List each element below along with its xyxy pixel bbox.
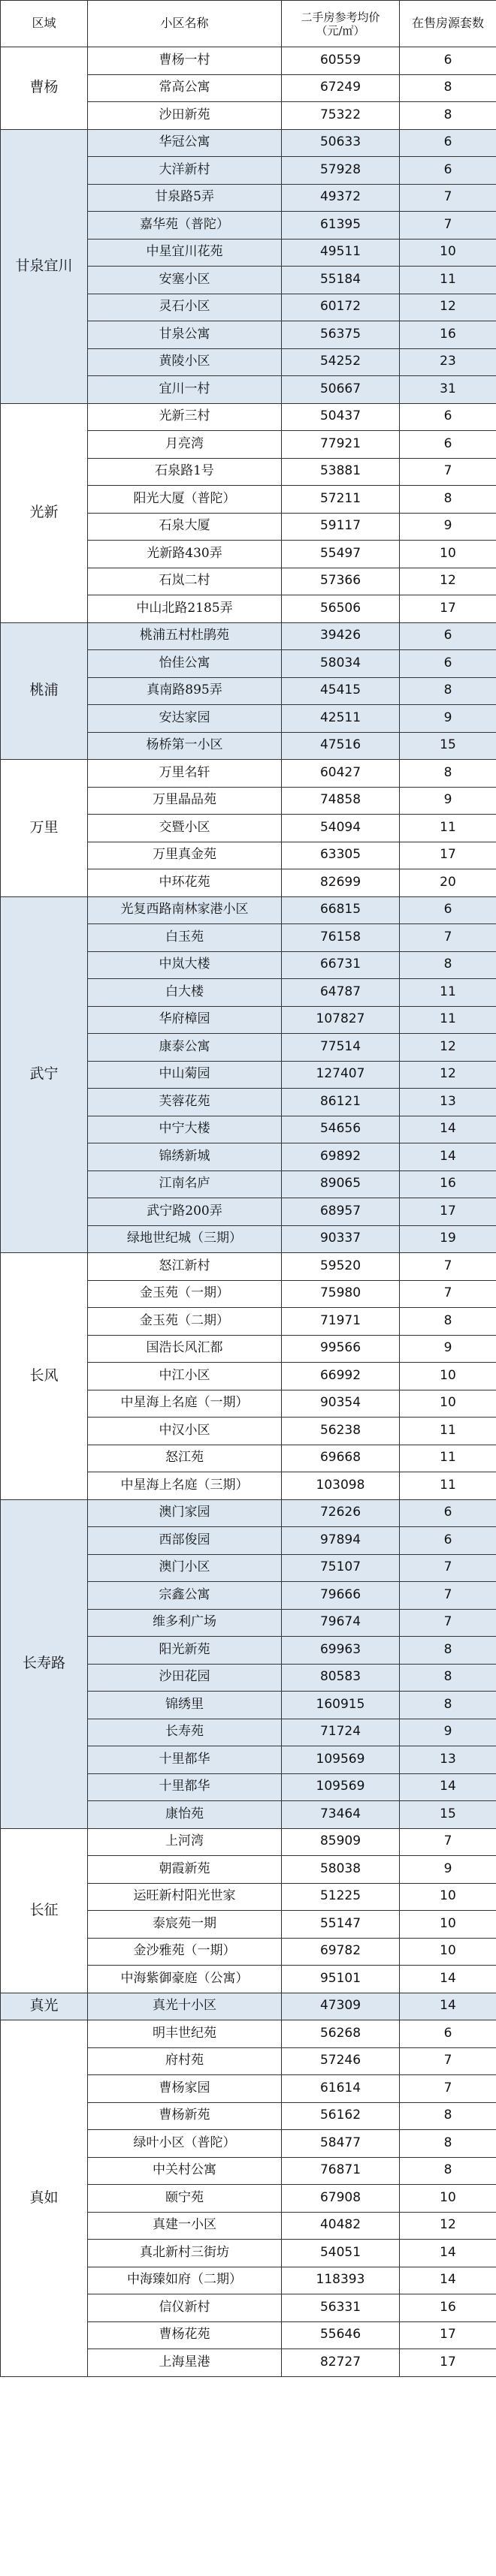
count-cell: 7 <box>400 212 496 240</box>
community-cell: 甘泉公寓 <box>88 321 282 349</box>
count-cell: 7 <box>400 1582 496 1610</box>
community-cell: 华冠公寓 <box>88 129 282 157</box>
count-cell: 6 <box>400 431 496 459</box>
count-cell: 7 <box>400 2047 496 2075</box>
count-cell: 6 <box>400 47 496 75</box>
price-cell: 57366 <box>282 568 400 595</box>
community-cell: 康怡苑 <box>88 1801 282 1829</box>
community-cell: 石岚二村 <box>88 568 282 595</box>
count-cell: 8 <box>400 1637 496 1665</box>
community-cell: 光复西路南林家港小区 <box>88 896 282 924</box>
header-row <box>1 1 496 47</box>
table-row <box>1 1499 496 1527</box>
community-cell: 怡佳公寓 <box>88 650 282 678</box>
community-cell: 中星海上名庭（一期） <box>88 1390 282 1418</box>
price-cell: 69892 <box>282 1143 400 1171</box>
community-cell: 黄陵小区 <box>88 348 282 376</box>
count-cell: 12 <box>400 2212 496 2240</box>
count-cell: 6 <box>400 157 496 185</box>
price-cell: 56375 <box>282 321 400 349</box>
community-cell: 真光十小区 <box>88 1993 282 2020</box>
community-cell: 曹杨家园 <box>88 2075 282 2103</box>
price-cell: 118393 <box>282 2267 400 2294</box>
count-cell: 14 <box>400 1116 496 1143</box>
price-cell: 57928 <box>282 157 400 185</box>
community-cell: 十里都华 <box>88 1746 282 1774</box>
community-cell: 中海紫御豪庭（公寓） <box>88 1966 282 1993</box>
community-cell: 西部俊园 <box>88 1527 282 1555</box>
district-cell: 甘泉宜川 <box>1 129 88 403</box>
price-cell: 63305 <box>282 842 400 869</box>
community-cell: 泰宸苑一期 <box>88 1911 282 1939</box>
table-row <box>1 760 496 788</box>
price-cell: 56331 <box>282 2294 400 2322</box>
district-cell: 曹杨 <box>1 47 88 130</box>
count-cell: 8 <box>400 2102 496 2130</box>
community-cell: 中山菊园 <box>88 1061 282 1089</box>
community-cell: 康泰公寓 <box>88 1034 282 1062</box>
count-cell: 11 <box>400 815 496 842</box>
count-cell: 14 <box>400 1773 496 1801</box>
price-cell: 39426 <box>282 622 400 650</box>
count-cell: 6 <box>400 129 496 157</box>
count-cell: 6 <box>400 403 496 431</box>
price-cell: 90354 <box>282 1390 400 1418</box>
table-row <box>1 2020 496 2048</box>
community-cell: 白大楼 <box>88 979 282 1007</box>
count-cell: 17 <box>400 2321 496 2349</box>
price-cell: 47309 <box>282 1993 400 2020</box>
price-cell: 75322 <box>282 102 400 130</box>
count-cell: 6 <box>400 622 496 650</box>
price-cell: 49372 <box>282 184 400 212</box>
community-cell: 中海臻如府（二期） <box>88 2267 282 2294</box>
count-cell: 12 <box>400 294 496 321</box>
count-cell: 12 <box>400 1034 496 1062</box>
table-row <box>1 622 496 650</box>
price-cell: 60427 <box>282 760 400 788</box>
header-count: 在售房源套数 <box>400 1 496 47</box>
count-cell: 7 <box>400 924 496 952</box>
community-cell: 澳门小区 <box>88 1554 282 1582</box>
community-cell: 中汉小区 <box>88 1418 282 1445</box>
community-cell: 曹杨一村 <box>88 47 282 75</box>
community-cell: 中关村公寓 <box>88 2157 282 2185</box>
count-cell: 10 <box>400 1911 496 1939</box>
count-cell: 12 <box>400 1061 496 1089</box>
count-cell: 8 <box>400 102 496 130</box>
community-cell: 中星海上名庭（三期） <box>88 1472 282 1500</box>
price-cell: 66992 <box>282 1363 400 1390</box>
price-cell: 50667 <box>282 376 400 404</box>
count-cell: 14 <box>400 1143 496 1171</box>
count-cell: 7 <box>400 184 496 212</box>
table-row <box>1 403 496 431</box>
price-cell: 66815 <box>282 896 400 924</box>
count-cell: 9 <box>400 513 496 541</box>
price-cell: 40482 <box>282 2212 400 2240</box>
price-cell: 56268 <box>282 2020 400 2048</box>
count-cell: 6 <box>400 2020 496 2048</box>
community-cell: 石泉路1号 <box>88 458 282 486</box>
count-cell: 16 <box>400 1170 496 1198</box>
community-cell: 中星宜川花苑 <box>88 239 282 267</box>
community-cell: 江南名庐 <box>88 1170 282 1198</box>
count-cell: 14 <box>400 1993 496 2020</box>
count-cell: 17 <box>400 1198 496 1226</box>
community-cell: 大洋新村 <box>88 157 282 185</box>
price-cell: 69782 <box>282 1938 400 1966</box>
count-cell: 8 <box>400 2157 496 2185</box>
community-cell: 万里晶品苑 <box>88 787 282 815</box>
community-cell: 明丰世纪苑 <box>88 2020 282 2048</box>
table-row <box>1 896 496 924</box>
community-cell: 灵石小区 <box>88 294 282 321</box>
table-row <box>1 1993 496 2020</box>
community-cell: 芙蓉花苑 <box>88 1089 282 1116</box>
count-cell: 8 <box>400 1692 496 1719</box>
price-cell: 55147 <box>282 1911 400 1939</box>
price-cell: 54094 <box>282 815 400 842</box>
community-cell: 十里都华 <box>88 1773 282 1801</box>
community-cell: 运旺新村阳光世家 <box>88 1883 282 1911</box>
price-cell: 97894 <box>282 1527 400 1555</box>
price-cell: 75107 <box>282 1554 400 1582</box>
community-cell: 维多利广场 <box>88 1609 282 1637</box>
price-cell: 60172 <box>282 294 400 321</box>
price-cell: 56238 <box>282 1418 400 1445</box>
price-cell: 103098 <box>282 1472 400 1500</box>
price-cell: 54051 <box>282 2240 400 2267</box>
community-cell: 怒江苑 <box>88 1445 282 1472</box>
community-cell: 宜川一村 <box>88 376 282 404</box>
community-cell: 金玉苑（一期） <box>88 1280 282 1308</box>
count-cell: 9 <box>400 787 496 815</box>
community-cell: 金沙雅苑（一期） <box>88 1938 282 1966</box>
community-cell: 华府樟园 <box>88 1006 282 1034</box>
price-cell: 51225 <box>282 1883 400 1911</box>
price-cell: 45415 <box>282 677 400 705</box>
community-cell: 锦绣里 <box>88 1692 282 1719</box>
community-cell: 安达家园 <box>88 705 282 733</box>
price-cell: 58038 <box>282 1856 400 1884</box>
price-cell: 82699 <box>282 869 400 897</box>
community-cell: 嘉华苑（普陀） <box>88 212 282 240</box>
price-cell: 77514 <box>282 1034 400 1062</box>
price-cell: 75980 <box>282 1280 400 1308</box>
count-cell: 10 <box>400 1390 496 1418</box>
price-cell: 77921 <box>282 431 400 459</box>
community-cell: 府村苑 <box>88 2047 282 2075</box>
community-cell: 绿地世纪城（三期） <box>88 1225 282 1253</box>
community-cell: 曹杨新苑 <box>88 2102 282 2130</box>
header-price-line2: （元/㎡） <box>316 23 365 38</box>
price-cell: 74858 <box>282 787 400 815</box>
count-cell: 8 <box>400 1664 496 1692</box>
district-cell: 真如 <box>1 2020 88 2377</box>
community-cell: 朝霞新苑 <box>88 1856 282 1884</box>
count-cell: 8 <box>400 486 496 514</box>
community-cell: 武宁路200弄 <box>88 1198 282 1226</box>
community-cell: 曹杨花苑 <box>88 2321 282 2349</box>
community-cell: 沙田花园 <box>88 1664 282 1692</box>
price-cell: 69963 <box>282 1637 400 1665</box>
community-cell: 真建一小区 <box>88 2212 282 2240</box>
community-cell: 中环花苑 <box>88 869 282 897</box>
header-district: 区域 <box>1 1 88 47</box>
community-cell: 中江小区 <box>88 1363 282 1390</box>
price-cell: 72626 <box>282 1499 400 1527</box>
count-cell: 15 <box>400 732 496 760</box>
count-cell: 15 <box>400 1801 496 1829</box>
price-cell: 85909 <box>282 1828 400 1856</box>
price-cell: 109569 <box>282 1773 400 1801</box>
community-cell: 光新路430弄 <box>88 541 282 568</box>
count-cell: 20 <box>400 869 496 897</box>
count-cell: 7 <box>400 2075 496 2103</box>
table-row <box>1 1253 496 1281</box>
count-cell: 8 <box>400 760 496 788</box>
price-cell: 76871 <box>282 2157 400 2185</box>
community-cell: 锦绣新城 <box>88 1143 282 1171</box>
count-cell: 17 <box>400 842 496 869</box>
community-cell: 宗鑫公寓 <box>88 1582 282 1610</box>
community-cell: 中宁大楼 <box>88 1116 282 1143</box>
price-cell: 61614 <box>282 2075 400 2103</box>
price-cell: 80583 <box>282 1664 400 1692</box>
price-cell: 60559 <box>282 47 400 75</box>
count-cell: 13 <box>400 1089 496 1116</box>
count-cell: 31 <box>400 376 496 404</box>
count-cell: 7 <box>400 458 496 486</box>
community-cell: 真南路895弄 <box>88 677 282 705</box>
price-cell: 59520 <box>282 1253 400 1281</box>
price-cell: 86121 <box>282 1089 400 1116</box>
table-body <box>1 47 496 2377</box>
price-cell: 56162 <box>282 2102 400 2130</box>
community-cell: 杨桥第一小区 <box>88 732 282 760</box>
count-cell: 7 <box>400 1253 496 1281</box>
community-cell: 长寿苑 <box>88 1719 282 1746</box>
count-cell: 11 <box>400 1445 496 1472</box>
count-cell: 10 <box>400 1363 496 1390</box>
community-cell: 澳门家园 <box>88 1499 282 1527</box>
price-cell: 58034 <box>282 650 400 678</box>
count-cell: 10 <box>400 239 496 267</box>
count-cell: 9 <box>400 1335 496 1363</box>
price-cell: 109569 <box>282 1746 400 1774</box>
price-cell: 71971 <box>282 1308 400 1336</box>
price-cell: 90337 <box>282 1225 400 1253</box>
price-cell: 55184 <box>282 267 400 294</box>
price-cell: 56506 <box>282 595 400 623</box>
price-cell: 67908 <box>282 2185 400 2213</box>
community-cell: 国浩长风汇都 <box>88 1335 282 1363</box>
header-price <box>282 1 400 47</box>
community-cell: 真北新村三街坊 <box>88 2240 282 2267</box>
count-cell: 8 <box>400 2130 496 2158</box>
price-cell: 55646 <box>282 2321 400 2349</box>
count-cell: 7 <box>400 1280 496 1308</box>
community-cell: 颐宁苑 <box>88 2185 282 2213</box>
price-cell: 107827 <box>282 1006 400 1034</box>
price-cell: 57211 <box>282 486 400 514</box>
community-cell: 常高公寓 <box>88 74 282 102</box>
price-cell: 42511 <box>282 705 400 733</box>
community-cell: 上海星港 <box>88 2349 282 2377</box>
price-cell: 95101 <box>282 1966 400 1993</box>
price-cell: 79666 <box>282 1582 400 1610</box>
community-cell: 金玉苑（二期） <box>88 1308 282 1336</box>
count-cell: 8 <box>400 677 496 705</box>
price-cell: 61395 <box>282 212 400 240</box>
community-cell: 光新三村 <box>88 403 282 431</box>
count-cell: 10 <box>400 541 496 568</box>
district-cell: 真光 <box>1 1993 88 2020</box>
count-cell: 11 <box>400 1006 496 1034</box>
district-cell: 长风 <box>1 1253 88 1500</box>
table-row <box>1 129 496 157</box>
community-cell: 阳光大厦（普陀） <box>88 486 282 514</box>
price-cell: 73464 <box>282 1801 400 1829</box>
count-cell: 17 <box>400 595 496 623</box>
community-cell: 上河湾 <box>88 1828 282 1856</box>
price-cell: 127407 <box>282 1061 400 1089</box>
price-cell: 54252 <box>282 348 400 376</box>
price-cell: 82727 <box>282 2349 400 2377</box>
count-cell: 16 <box>400 2294 496 2322</box>
price-cell: 89065 <box>282 1170 400 1198</box>
district-cell: 万里 <box>1 760 88 897</box>
count-cell: 8 <box>400 74 496 102</box>
count-cell: 13 <box>400 1746 496 1774</box>
community-cell: 万里真金苑 <box>88 842 282 869</box>
count-cell: 11 <box>400 979 496 1007</box>
district-cell: 光新 <box>1 403 88 622</box>
count-cell: 7 <box>400 1828 496 1856</box>
count-cell: 8 <box>400 951 496 979</box>
district-cell: 长征 <box>1 1828 88 1993</box>
count-cell: 9 <box>400 705 496 733</box>
count-cell: 11 <box>400 1418 496 1445</box>
community-cell: 信仪新村 <box>88 2294 282 2322</box>
price-cell: 53881 <box>282 458 400 486</box>
price-cell: 64787 <box>282 979 400 1007</box>
count-cell: 6 <box>400 1499 496 1527</box>
price-cell: 49511 <box>282 239 400 267</box>
count-cell: 9 <box>400 1719 496 1746</box>
community-cell: 中岚大楼 <box>88 951 282 979</box>
community-cell: 万里名轩 <box>88 760 282 788</box>
district-cell: 武宁 <box>1 896 88 1253</box>
count-cell: 19 <box>400 1225 496 1253</box>
price-cell: 50633 <box>282 129 400 157</box>
count-cell: 14 <box>400 2240 496 2267</box>
price-cell: 67249 <box>282 74 400 102</box>
price-cell: 160915 <box>282 1692 400 1719</box>
price-cell: 59117 <box>282 513 400 541</box>
community-cell: 中山北路2185弄 <box>88 595 282 623</box>
community-cell: 月亮湾 <box>88 431 282 459</box>
count-cell: 6 <box>400 650 496 678</box>
table-row <box>1 47 496 75</box>
count-cell: 9 <box>400 1856 496 1884</box>
count-cell: 23 <box>400 348 496 376</box>
price-cell: 68957 <box>282 1198 400 1226</box>
community-cell: 甘泉路5弄 <box>88 184 282 212</box>
count-cell: 10 <box>400 1883 496 1911</box>
community-cell: 桃浦五村杜鹃苑 <box>88 622 282 650</box>
count-cell: 14 <box>400 1966 496 1993</box>
price-cell: 79674 <box>282 1609 400 1637</box>
price-cell: 71724 <box>282 1719 400 1746</box>
price-cell: 76158 <box>282 924 400 952</box>
count-cell: 8 <box>400 1308 496 1336</box>
price-cell: 55497 <box>282 541 400 568</box>
count-cell: 6 <box>400 1527 496 1555</box>
community-cell: 交暨小区 <box>88 815 282 842</box>
community-cell: 沙田新苑 <box>88 102 282 130</box>
price-cell: 99566 <box>282 1335 400 1363</box>
count-cell: 12 <box>400 568 496 595</box>
community-cell: 白玉苑 <box>88 924 282 952</box>
count-cell: 16 <box>400 321 496 349</box>
count-cell: 17 <box>400 2349 496 2377</box>
community-cell: 石泉大厦 <box>88 513 282 541</box>
price-cell: 47516 <box>282 732 400 760</box>
header-price-line1: 二手房参考均价 <box>301 10 380 24</box>
count-cell: 7 <box>400 1554 496 1582</box>
community-cell: 怒江新村 <box>88 1253 282 1281</box>
price-cell: 66731 <box>282 951 400 979</box>
community-cell: 阳光新苑 <box>88 1637 282 1665</box>
table-row <box>1 1828 496 1856</box>
price-cell: 58477 <box>282 2130 400 2158</box>
price-cell: 57246 <box>282 2047 400 2075</box>
count-cell: 10 <box>400 1938 496 1966</box>
count-cell: 11 <box>400 267 496 294</box>
count-cell: 6 <box>400 896 496 924</box>
count-cell: 7 <box>400 1609 496 1637</box>
community-cell: 绿叶小区（普陀） <box>88 2130 282 2158</box>
community-cell: 安塞小区 <box>88 267 282 294</box>
price-cell: 54656 <box>282 1116 400 1143</box>
district-cell: 长寿路 <box>1 1499 88 1828</box>
count-cell: 14 <box>400 2267 496 2294</box>
price-cell: 69668 <box>282 1445 400 1472</box>
header-community: 小区名称 <box>88 1 282 47</box>
price-cell: 50437 <box>282 403 400 431</box>
count-cell: 10 <box>400 2185 496 2213</box>
count-cell: 11 <box>400 1472 496 1500</box>
district-cell: 桃浦 <box>1 622 88 760</box>
